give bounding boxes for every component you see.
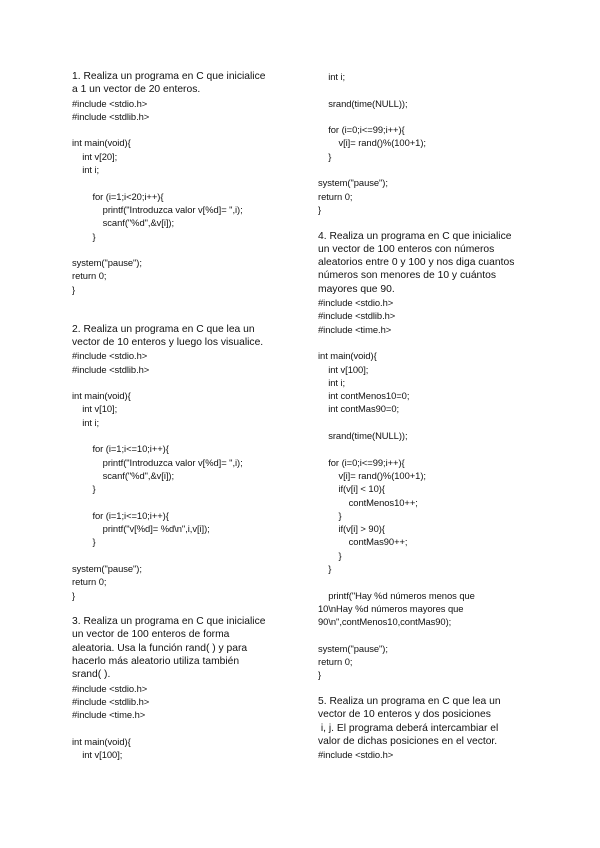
exercise-statement-line: 1. Realiza un programa en C que inicialice — [72, 71, 266, 82]
blank-line — [72, 376, 304, 389]
exercise-statement-line: srand( ). — [72, 669, 111, 681]
code-line: } — [72, 483, 96, 495]
code-line: int main(void){ — [72, 137, 131, 149]
exercise-statement-line: hacerlo más aleatorio utiliza también — [72, 656, 240, 668]
code-line: for (i=1;i<=10;i++){ — [72, 509, 169, 521]
code-line: } — [72, 283, 76, 295]
code-line: for (i=1;i<=10;i++){ — [72, 443, 169, 455]
code-line: #include <stdio.h> — [318, 297, 394, 309]
exercise-statement-line: mayores que 90. — [318, 283, 395, 295]
blank-line — [318, 575, 550, 588]
code-line: srand(time(NULL)); — [318, 97, 408, 109]
exercise-statement-line: i, j. El programa deberá intercambiar el — [318, 722, 499, 734]
exercise-statement-line: 3. Realiza un programa en C que inicialice — [72, 616, 266, 628]
code-line: int v[100]; — [72, 749, 123, 761]
blank-line — [318, 110, 550, 123]
code-line: #include <stdlib.h> — [72, 110, 150, 122]
code-line: 10\nHay %d números mayores que — [318, 602, 464, 614]
blank-line — [72, 243, 304, 256]
code-line: scanf("%d",&v[i]); — [72, 217, 175, 229]
code-line: system("pause"); — [72, 562, 142, 574]
code-line: #include <stdlib.h> — [72, 363, 150, 375]
exercise-statement-line: 5. Realiza un programa en C que lea un — [318, 695, 501, 707]
code-line: for (i=0;i<=99;i++){ — [318, 456, 405, 468]
code-line: for (i=0;i<=99;i++){ — [318, 124, 405, 136]
exercise-statement-line: aleatorios entre 0 y 100 y nos diga cuantos — [318, 257, 515, 269]
right-column — [318, 70, 550, 761]
code-line: int i; — [72, 416, 100, 428]
code-line: scanf("%d",&v[i]); — [72, 469, 175, 481]
blank-line — [318, 336, 550, 349]
code-line: int i; — [318, 376, 346, 388]
code-line: } — [318, 203, 322, 215]
code-line: #include <time.h> — [318, 323, 392, 335]
exercise-statement-line: un vector de 100 enteros de forma — [72, 629, 230, 641]
code-line: system("pause"); — [318, 642, 388, 654]
blank-line — [318, 442, 550, 455]
exercise-statement-line: un vector de 100 enteros con números — [318, 243, 495, 255]
code-line: #include <stdlib.h> — [318, 310, 396, 322]
code-line: #include <stdio.h> — [72, 97, 148, 109]
exercise-statement-line: a 1 un vector de 20 enteros. — [72, 84, 201, 96]
blank-line — [318, 682, 550, 695]
code-line: } — [318, 509, 342, 521]
code-line: int v[20]; — [72, 150, 118, 162]
exercise-statement-line: 4. Realiza un programa en C que inicialice — [318, 230, 512, 242]
code-line: } — [318, 562, 332, 574]
code-line: int main(void){ — [72, 735, 131, 747]
blank-line — [318, 163, 550, 176]
code-line: 90\n",contMenos10,contMas90); — [318, 616, 452, 628]
exercise-statement-line: aleatoria. Usa la función rand( ) y para — [72, 642, 248, 654]
code-line: return 0; — [318, 190, 353, 202]
code-line: system("pause"); — [318, 177, 388, 189]
code-line: #include <stdio.h> — [318, 749, 394, 761]
code-line: int contMenos10=0; — [318, 390, 410, 402]
code-line: v[i]= rand()%(100+1); — [318, 469, 426, 481]
code-line: return 0; — [72, 576, 107, 588]
code-line: printf("v[%d]= %d\n",i,v[i]); — [72, 523, 210, 535]
blank-line — [72, 176, 304, 189]
blank-line — [72, 549, 304, 562]
code-line: #include <time.h> — [72, 709, 146, 721]
code-line: } — [318, 150, 332, 162]
exercise-statement-line: números son menores de 10 y cuántos — [318, 270, 497, 282]
code-line: srand(time(NULL)); — [318, 430, 408, 442]
blank-line — [318, 416, 550, 429]
blank-line — [318, 83, 550, 96]
code-line: } — [72, 230, 96, 242]
code-line: } — [318, 669, 322, 681]
code-line: contMenos10++; — [318, 496, 418, 508]
code-line: int v[100]; — [318, 363, 369, 375]
exercise-statement-line: 2. Realiza un programa en C que lea un — [72, 323, 255, 335]
code-line: if(v[i] < 10){ — [318, 483, 385, 495]
blank-line — [72, 296, 304, 309]
blank-line — [72, 123, 304, 136]
blank-line — [72, 309, 304, 322]
blank-line — [72, 602, 304, 615]
code-line: return 0; — [318, 656, 353, 668]
code-line: for (i=1;i<20;i++){ — [72, 190, 164, 202]
code-line: } — [72, 589, 76, 601]
blank-line — [72, 722, 304, 735]
code-line: v[i]= rand()%(100+1); — [318, 137, 426, 149]
code-line: int v[10]; — [72, 403, 118, 415]
code-line: printf("Introduzca valor v[%d]= ",i); — [72, 456, 243, 468]
blank-line — [318, 628, 550, 641]
code-line: } — [318, 549, 342, 561]
code-line: int i; — [72, 164, 100, 176]
code-line: system("pause"); — [72, 257, 142, 269]
code-line: if(v[i] > 90){ — [318, 523, 385, 535]
blank-line — [72, 496, 304, 509]
blank-line — [318, 216, 550, 229]
blank-line — [72, 429, 304, 442]
exercise-statement-line: valor de dichas posiciones en el vector. — [318, 735, 498, 747]
code-line: #include <stdio.h> — [72, 350, 148, 362]
code-line: int main(void){ — [72, 390, 131, 402]
code-line: contMas90++; — [318, 536, 408, 548]
code-line: printf("Hay %d números menos que — [318, 589, 475, 601]
code-line: return 0; — [72, 270, 107, 282]
exercise-statement-line: vector de 10 enteros y dos posiciones — [318, 709, 491, 721]
code-line: #include <stdio.h> — [72, 682, 148, 694]
left-column — [72, 70, 304, 761]
code-line: int i; — [318, 71, 346, 82]
code-line: int contMas90=0; — [318, 403, 400, 415]
code-line: #include <stdlib.h> — [72, 695, 150, 707]
exercise-statement-line: vector de 10 enteros y luego los visualice. — [72, 336, 264, 348]
code-line: } — [72, 536, 96, 548]
code-line: printf("Introduzca valor v[%d]= ",i); — [72, 203, 243, 215]
code-line: int main(void){ — [318, 350, 377, 362]
